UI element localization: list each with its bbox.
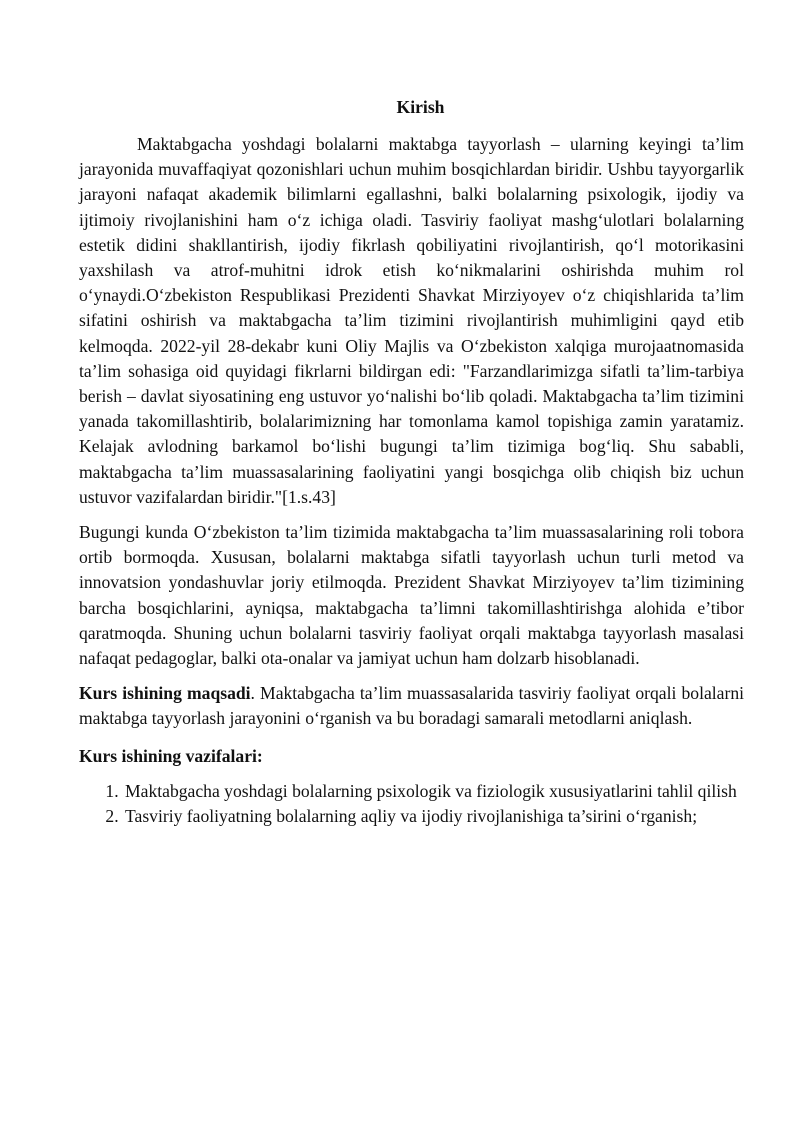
- tasks-heading: Kurs ishining vazifalari:: [79, 745, 263, 766]
- intro-paragraph: Maktabgacha yoshdagi bolalarni maktabga tayyorlash – ularning keyingi ta’lim jarayonida muvaffaqiyat qozonishlari uchun muhim bosqichlardan biridir. Ushbu tayyorgarlik jarayoni nafaqat akademik bilimlarni egallashni, balki bolalarning psixologik, ijodiy va ijtimoiy rivojlanishini ham o‘z ichiga oladi. Tasviriy faoliyat mashg‘ulotlari bolalarning estetik didini shakllantirish, ijodiy fikrlash qobiliyatini rivojlantirish, qo‘l motorikasini yaxshilash va atrof-muhitni idrok etish ko‘nikmalarini oshirishda muhim rol o‘ynaydi.O‘zbekiston Respublikasi Prezidenti Shavkat Mirziyoyev o‘z chiqishlarida ta’lim sifatini oshirish va maktabgacha ta’lim tizimini rivojlantirish muhimligini qayd etib kelmoqda. 2022-yil 28-dekabr kuni Oliy Majlis va O‘zbekiston xalqiga murojaatnomasida ta’lim sohasiga oid quyidagi fikrlarni bildirgan edi: "Farzandlarimizga sifatli ta’lim-tarbiya berish – davlat siyosatining eng ustuvor yo‘nalishi bo‘lib qoladi. Maktabgacha ta’lim tizimini yanada takomillashtirib, bolalarimizning har tomonlama kamol topishiga zamin yaratamiz. Kelajak avlodning barkamol bo‘lishi bugungi ta’lim tizimiga bog‘liq. Shu sababli, maktabgacha ta’lim muassasalarining faoliyatini yangi bosqichga olib chiqish biz uchun ustuvor vazifalardan biridir."[1.s.43]: [79, 134, 744, 507]
- goal-label: Kurs ishining maqsadi: [79, 683, 251, 704]
- list-item: 1. Maktabgacha yoshdagi bolalarning psixologik va fiziologik xususiyatlarini tahlil qilish: [123, 779, 744, 804]
- goal-paragraph: [79, 681, 744, 731]
- context-paragraph: Bugungi kunda O‘zbekiston ta’lim tizimida maktabgacha ta’lim muassasalarining roli tobora ortib bormoqda. Xususan, bolalarni maktabga sifatli tayyorlash uchun turli metod va innovatsion yondashuvlar joriy etilmoqda. Prezident Shavkat Mirziyoyev ta’lim tizimining barcha bosqichlarini, ayniqsa, maktabgacha ta’limni takomillashtirishga alohida e’tibor qaratmoqda. Shuning uchun bolalarni tasviriy faoliyat orqali maktabga tayyorlash masalasi nafaqat pedagoglar, balki ota-onalar va jamiyat uchun ham dolzarb hisoblanadi.: [79, 522, 744, 669]
- tasks-list: [79, 779, 744, 829]
- document-page: [79, 94, 744, 829]
- list-item: 2. Tasviriy faoliyatning bolalarning aqliy va ijodiy rivojlanishiga ta’sirini o‘rganish;: [123, 804, 744, 829]
- page-title: Kirish: [396, 97, 445, 117]
- goal-text: . Maktabgacha ta’lim muassasalarida tasviriy faoliyat orqali bolalarni maktabga tayyorlash jarayonini o‘rganish va bu boradagi samarali metodlarni aniqlash.: [79, 683, 745, 729]
